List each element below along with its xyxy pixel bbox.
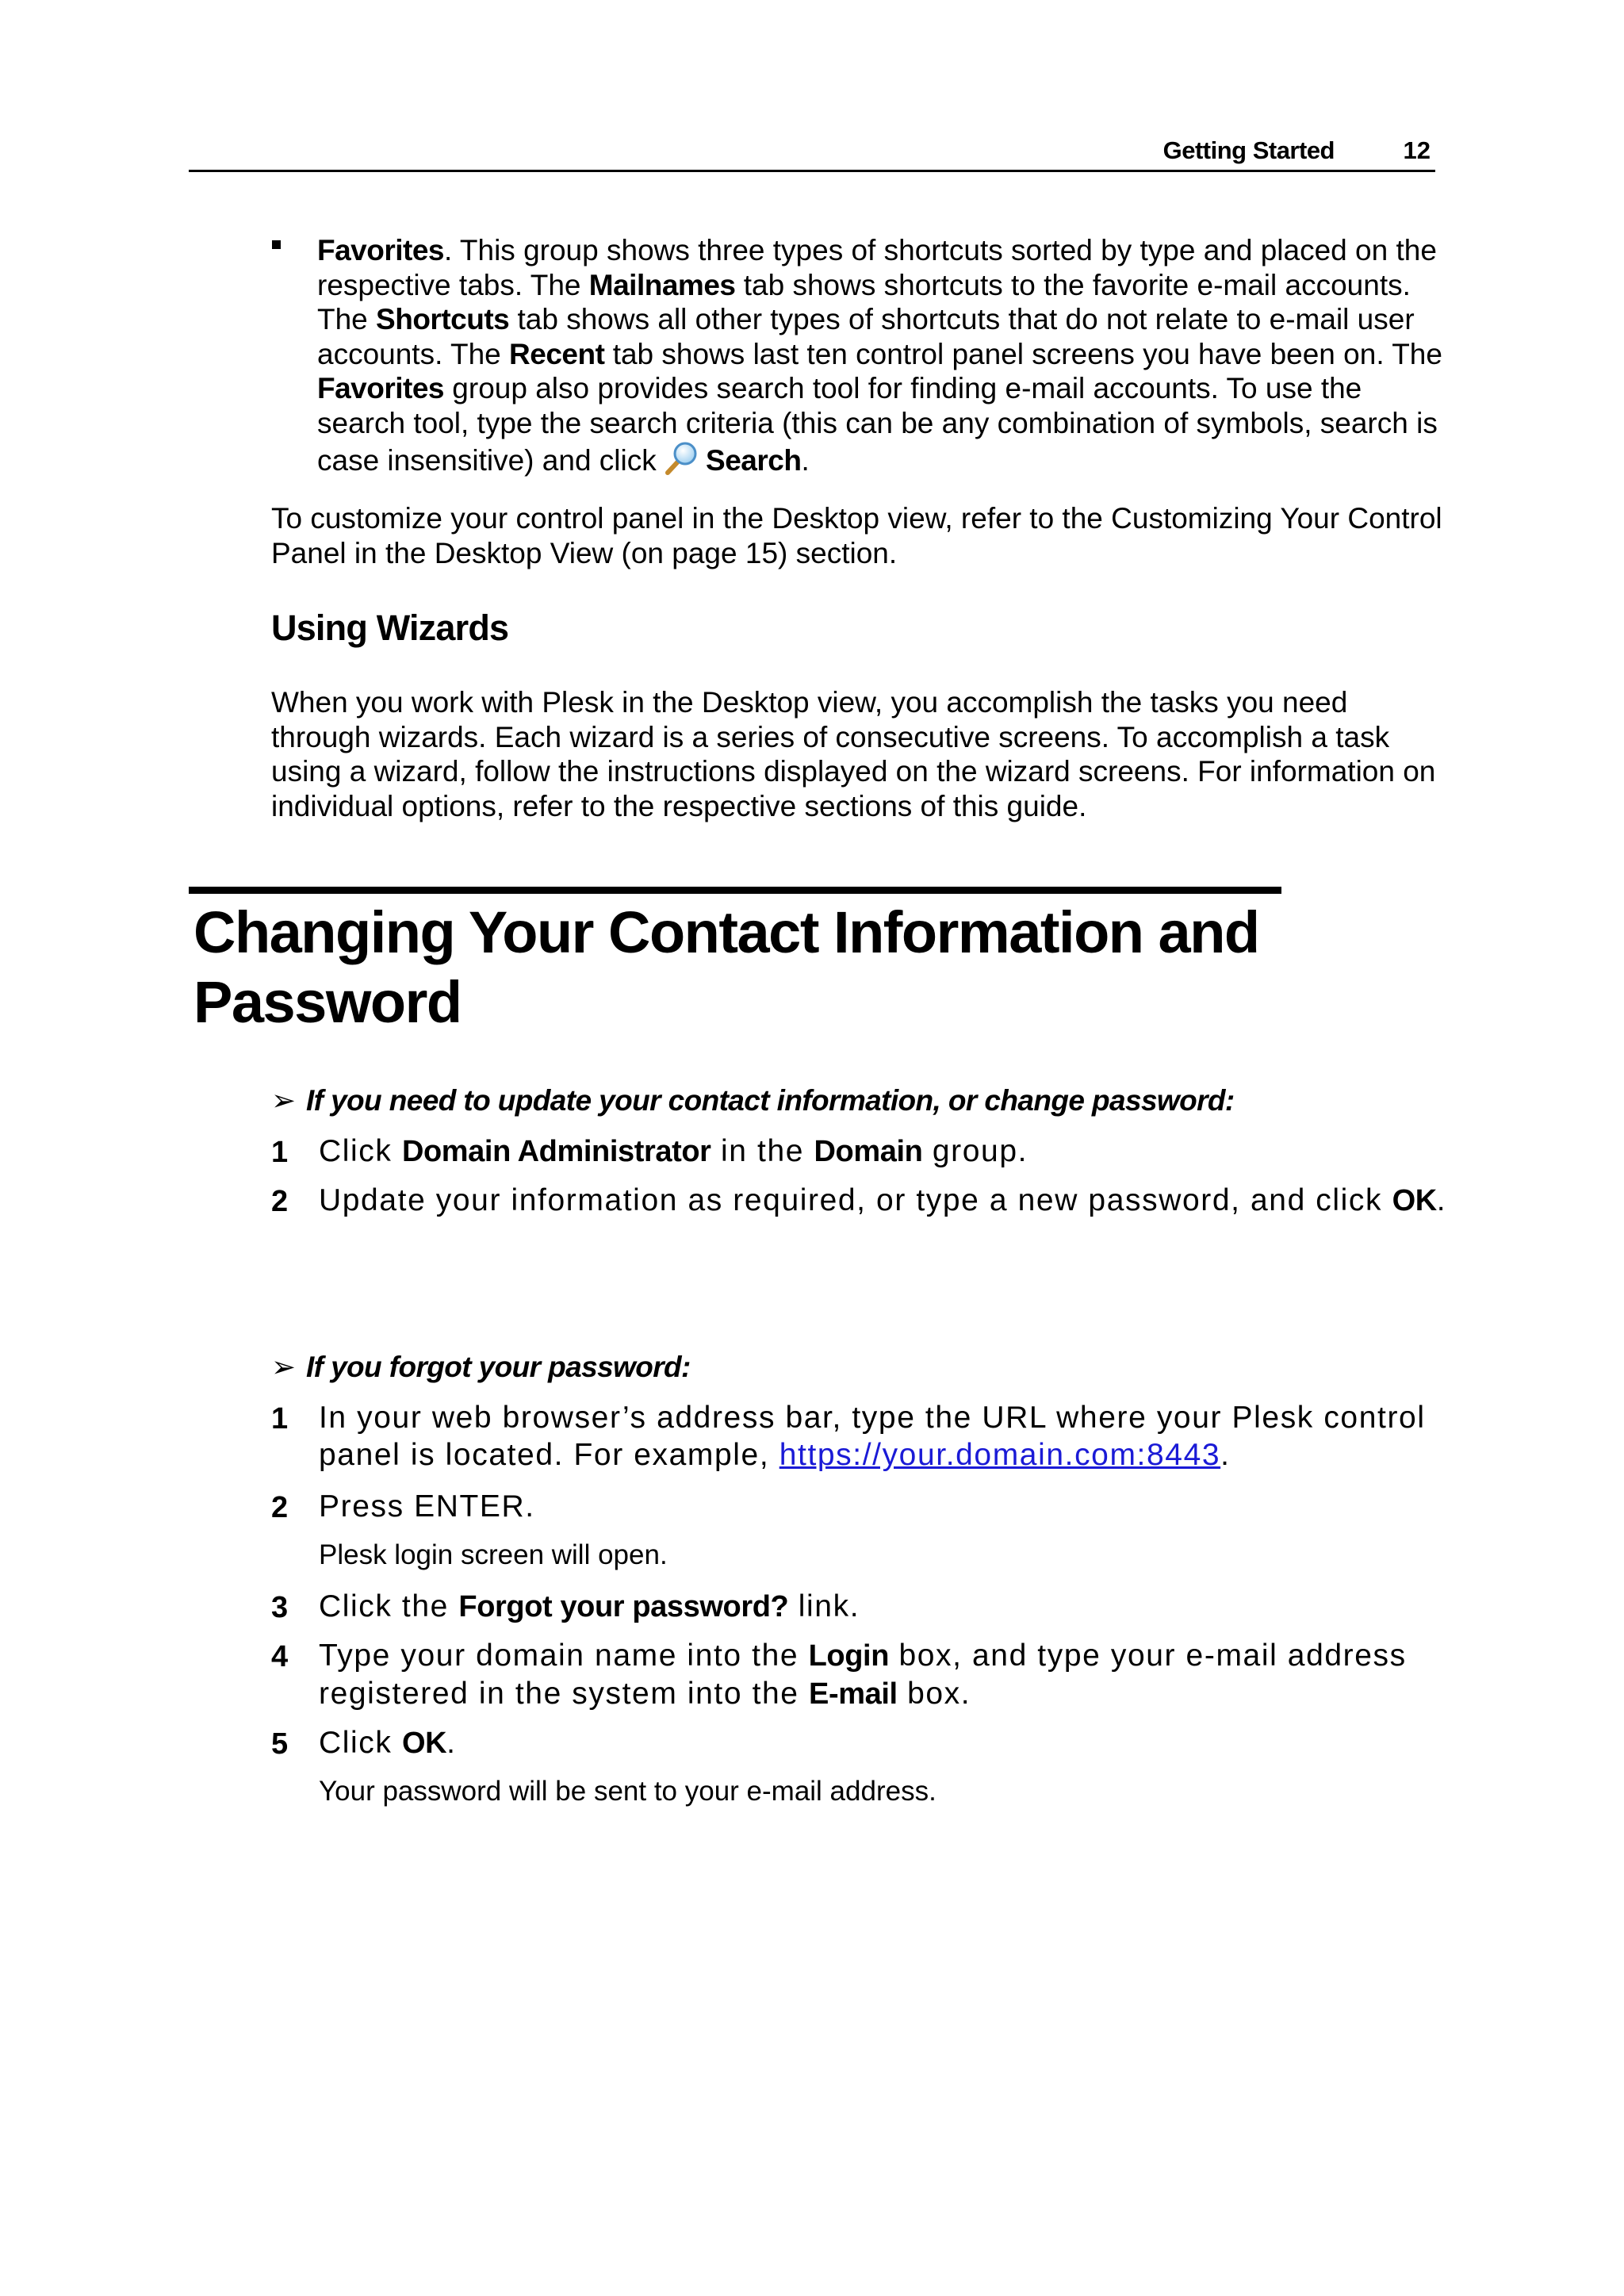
favorites-bullet-text: Favorites. This group shows three types of shortcuts sorted by type and placed on the respective tabs. The Mailnames tab shows shortcuts to the favorite e-mail accounts. The Shortcuts tab shows all other types of shortcuts that do not relate to e-mail user accounts. The Recent tab shows last ten control panel screens you have been on. The Favorites group also provides search tool for finding e-mail accounts. To use the search tool, type the search criteria (this can be any combination of symbols, search is case insensitive) and click Search. [317, 234, 1442, 477]
arrowhead-icon: ➢ [271, 1351, 296, 1383]
term-recent: Recent [509, 337, 605, 370]
section-heading-using-wizards: Using Wizards [271, 608, 509, 648]
step-number: 2 [271, 1491, 289, 1524]
step-text: Update your information as required, or type a new password, and click OK. [319, 1183, 1447, 1217]
magnifier-search-icon [665, 440, 699, 475]
step-number: 4 [271, 1640, 289, 1673]
step-text: Press ENTER. [319, 1489, 535, 1524]
procedure-title-forgot: ➢ If you forgot your password: [271, 1351, 691, 1383]
step-result-note: Plesk login screen will open. [319, 1539, 668, 1570]
term-shortcuts: Shortcuts [376, 303, 510, 335]
step-number: 2 [271, 1185, 289, 1218]
step-number: 1 [271, 1136, 289, 1169]
term-favorites: Favorites [317, 234, 445, 266]
step-text: Click Domain Administrator in the Domain group. [319, 1134, 1028, 1168]
customize-paragraph: To customize your control panel in the Desktop view, refer to the Customizing Your Control Panel in the Desktop View (on page 15) section. [271, 502, 1442, 569]
bullet-square-icon [272, 240, 281, 249]
example-url-link[interactable]: https://your.domain.com:8443 [779, 1438, 1221, 1472]
step-text: In your web browser’s address bar, type the URL where your Plesk control panel is located. For example, https://your.domain.com:8443. [319, 1401, 1426, 1472]
running-header [189, 133, 1435, 172]
step-number: 1 [271, 1402, 289, 1435]
procedure-title-update: ➢ If you need to update your contact information, or change password: [271, 1084, 1235, 1117]
step-text: Click OK. [319, 1726, 457, 1760]
chapter-title: Changing Your Contact Information and Password [193, 899, 1259, 1035]
wizards-paragraph: When you work with Plesk in the Desktop view, you accomplish the tasks you need through wizards. Each wizard is a series of consecutive screens. To accomplish a task using a wizard, follow the instructions displayed on the wizard screens. For information on individual options, refer to the respective sections of this guide. [271, 686, 1436, 822]
header-section-title: Getting Started [1162, 136, 1335, 164]
term-mailnames: Mailnames [588, 268, 736, 301]
chapter-rule [189, 887, 1281, 894]
page-number: 12 [1403, 136, 1431, 164]
term-favorites-2: Favorites [317, 372, 445, 404]
step-number: 3 [271, 1591, 289, 1624]
step-text: Type your domain name into the Login box, and type your e-mail address registered in the system into the E-mail box. [319, 1639, 1407, 1711]
step-number: 5 [271, 1727, 289, 1761]
arrowhead-icon: ➢ [271, 1084, 296, 1117]
step-text: Click the Forgot your password? link. [319, 1589, 860, 1623]
step-result-note: Your password will be sent to your e-mail address. [319, 1776, 936, 1807]
term-search: Search [706, 444, 802, 477]
